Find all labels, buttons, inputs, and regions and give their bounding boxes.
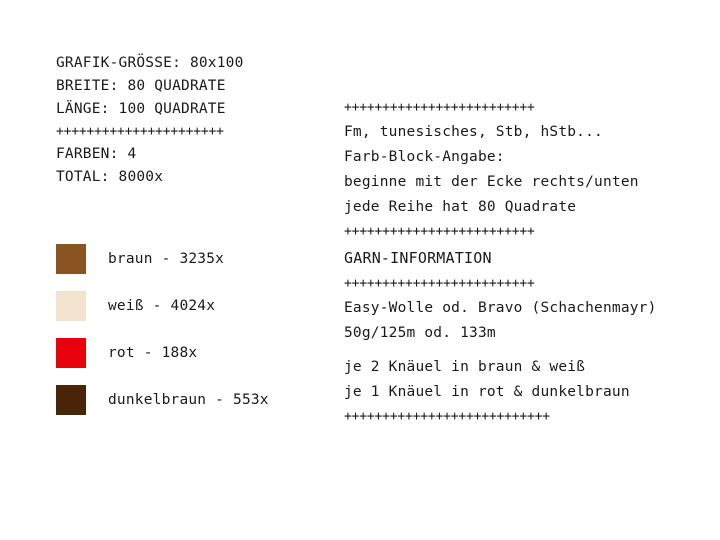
color-swatch-braun (56, 244, 86, 274)
list-item (56, 376, 269, 423)
total-count-line: TOTAL: 8000x (56, 169, 164, 185)
stitch-types-line: Fm, tunesisches, Stb, hStb... (344, 124, 603, 140)
legend-label-rot: rot - 188x (108, 344, 198, 361)
separator-mid-1: +++++++++++++++++++++++++ (344, 224, 535, 239)
skeins-line-2: je 1 Knäuel in rot & dunkelbraun (344, 384, 630, 400)
yarn-info-heading: GARN-INFORMATION (344, 249, 492, 267)
yarn-weight-line: 50g/125m od. 133m (344, 325, 496, 341)
spacer (344, 346, 674, 355)
colors-count-line: FARBEN: 4 (56, 146, 137, 162)
separator-line: ++++++++++++++++++++++ (56, 124, 224, 139)
list-item (56, 329, 269, 376)
legend-label-weiss: weiß - 4024x (108, 297, 216, 314)
width-line: BREITE: 80 QUADRATE (56, 78, 226, 94)
list-item (56, 235, 269, 282)
skeins-line-1: je 2 Knäuel in braun & weiß (344, 359, 586, 375)
row-squares-line: jede Reihe hat 80 Quadrate (344, 199, 577, 215)
graphic-size-line: GRAFIK-GRÖSSE: 80x100 (56, 55, 244, 71)
separator-bottom: +++++++++++++++++++++++++++ (344, 409, 550, 424)
color-swatch-dunkelbraun (56, 385, 86, 415)
yarn-brand-line: Easy-Wolle od. Bravo (Schachenmayr) (344, 300, 657, 316)
instructions-block (344, 96, 674, 429)
separator-top: +++++++++++++++++++++++++ (344, 100, 535, 115)
color-legend (56, 235, 269, 423)
list-item (56, 282, 269, 329)
legend-label-dunkelbraun: dunkelbraun - 553x (108, 391, 269, 408)
separator-mid-2: +++++++++++++++++++++++++ (344, 276, 535, 291)
color-swatch-rot (56, 338, 86, 368)
start-corner-line: beginne mit der Ecke rechts/unten (344, 174, 639, 190)
legend-label-braun: braun - 3235x (108, 250, 225, 267)
graphic-info-block (56, 52, 326, 189)
length-line: LÄNGE: 100 QUADRATE (56, 101, 226, 117)
color-swatch-weiss (56, 291, 86, 321)
color-block-label-line: Farb-Block-Angabe: (344, 149, 505, 165)
